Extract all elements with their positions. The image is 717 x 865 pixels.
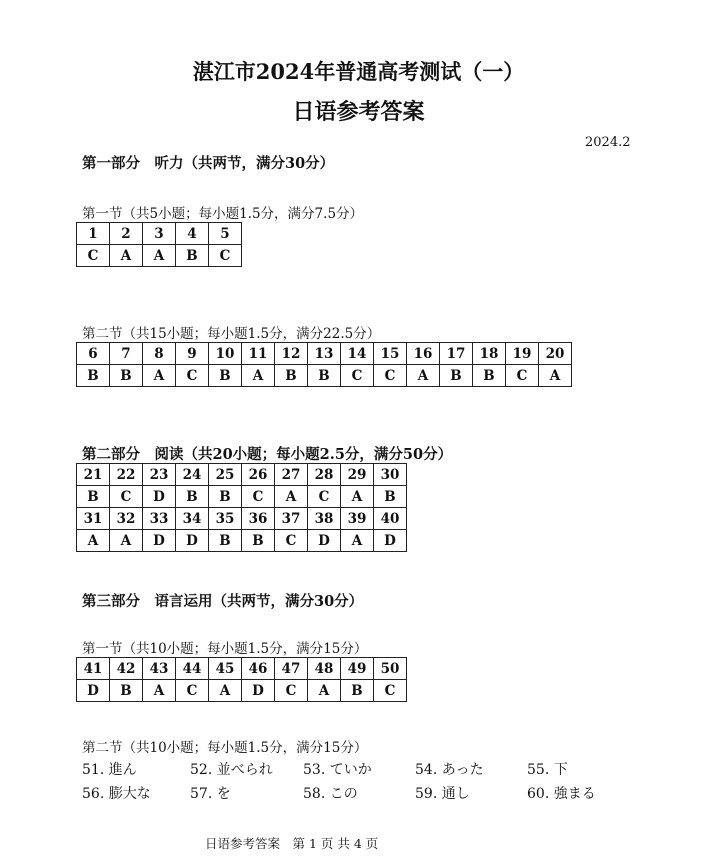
answer-cell: C xyxy=(242,486,275,508)
question-number-cell: 42 xyxy=(110,658,143,680)
answer-cell: C xyxy=(374,680,407,702)
question-number-cell: 23 xyxy=(143,464,176,486)
fill-in-answer: 59. 通し xyxy=(415,786,470,802)
fill-in-answer: 51. 進ん xyxy=(82,762,137,778)
question-number-cell: 50 xyxy=(374,658,407,680)
question-number-cell: 22 xyxy=(110,464,143,486)
answer-cell: B xyxy=(440,365,473,387)
answer-cell: B xyxy=(176,245,209,267)
question-number-cell: 49 xyxy=(341,658,374,680)
answer-cell: B xyxy=(209,365,242,387)
question-number-cell: 29 xyxy=(341,464,374,486)
question-number-cell: 14 xyxy=(341,343,374,365)
question-number-row xyxy=(77,464,407,486)
question-number-cell: 41 xyxy=(77,658,110,680)
part3-sec1-heading: 第一节（共10小题；每小题1.5分，满分15分） xyxy=(82,641,368,657)
answer-cell: B xyxy=(209,486,242,508)
part3-sec2-heading: 第二节（共10小题；每小题1.5分，满分15分） xyxy=(82,740,368,756)
question-number-cell: 3 xyxy=(143,223,176,245)
page-footer: 日语参考答案 第 1 页 共 4 页 xyxy=(205,836,379,851)
answer-cell: B xyxy=(473,365,506,387)
question-number-cell: 21 xyxy=(77,464,110,486)
question-number-cell: 38 xyxy=(308,508,341,530)
fill-in-answer: 60. 強まる xyxy=(527,786,596,802)
part1-sec1-table xyxy=(76,222,242,267)
answer-cell: B xyxy=(176,486,209,508)
question-number-cell: 27 xyxy=(275,464,308,486)
answer-cell: A xyxy=(143,365,176,387)
answer-cell: A xyxy=(143,245,176,267)
question-number-cell: 39 xyxy=(341,508,374,530)
question-number-cell: 1 xyxy=(77,223,110,245)
question-number-cell: 48 xyxy=(308,658,341,680)
answer-cell: D xyxy=(143,486,176,508)
question-number-cell: 13 xyxy=(308,343,341,365)
answer-cell: D xyxy=(374,530,407,552)
question-number-cell: 19 xyxy=(506,343,539,365)
question-number-row xyxy=(77,658,407,680)
fill-in-answer: 54. あった xyxy=(415,762,484,778)
answer-cell: C xyxy=(176,365,209,387)
answer-row xyxy=(77,486,407,508)
question-number-cell: 18 xyxy=(473,343,506,365)
question-number-cell: 34 xyxy=(176,508,209,530)
answer-row xyxy=(77,530,407,552)
part3-heading: 第三部分 语言运用（共两节，满分30分） xyxy=(82,593,364,610)
answer-cell: A xyxy=(110,245,143,267)
question-number-cell: 33 xyxy=(143,508,176,530)
answer-cell: B xyxy=(110,365,143,387)
question-number-cell: 9 xyxy=(176,343,209,365)
question-number-row xyxy=(77,508,407,530)
question-number-cell: 30 xyxy=(374,464,407,486)
question-number-cell: 35 xyxy=(209,508,242,530)
question-number-cell: 37 xyxy=(275,508,308,530)
answer-cell: C xyxy=(374,365,407,387)
answer-cell: D xyxy=(77,680,110,702)
answer-cell: B xyxy=(374,486,407,508)
question-number-cell: 36 xyxy=(242,508,275,530)
part2-table xyxy=(76,463,407,552)
answer-cell: A xyxy=(341,530,374,552)
answer-row xyxy=(77,245,242,267)
question-number-cell: 45 xyxy=(209,658,242,680)
question-number-cell: 40 xyxy=(374,508,407,530)
question-number-cell: 17 xyxy=(440,343,473,365)
page-title: 湛江市2024年普通高考测试（一） xyxy=(192,59,525,84)
question-number-cell: 44 xyxy=(176,658,209,680)
answer-cell: B xyxy=(308,365,341,387)
answer-cell: C xyxy=(275,680,308,702)
answer-cell: C xyxy=(506,365,539,387)
question-number-cell: 6 xyxy=(77,343,110,365)
answer-cell: A xyxy=(275,486,308,508)
question-number-cell: 2 xyxy=(110,223,143,245)
fill-in-answer: 58. この xyxy=(303,786,358,802)
question-number-cell: 20 xyxy=(539,343,572,365)
answer-cell: B xyxy=(77,486,110,508)
question-number-cell: 16 xyxy=(407,343,440,365)
answer-cell: A xyxy=(539,365,572,387)
answer-cell: B xyxy=(77,365,110,387)
answer-cell: C xyxy=(110,486,143,508)
answer-cell: D xyxy=(242,680,275,702)
question-number-row xyxy=(77,223,242,245)
answer-cell: B xyxy=(275,365,308,387)
part1-sec1-heading: 第一节（共5小题；每小题1.5分，满分7.5分） xyxy=(82,206,364,222)
part1-sec2-table xyxy=(76,342,572,387)
part2-heading: 第二部分 阅读（共20小题；每小题2.5分，满分50分） xyxy=(82,446,453,463)
question-number-cell: 25 xyxy=(209,464,242,486)
answer-cell: A xyxy=(110,530,143,552)
answer-cell: B xyxy=(110,680,143,702)
answer-cell: D xyxy=(308,530,341,552)
answer-cell: C xyxy=(77,245,110,267)
fill-in-answer: 56. 膨大な xyxy=(82,786,151,802)
answer-cell: A xyxy=(77,530,110,552)
answer-cell: C xyxy=(275,530,308,552)
answer-cell: C xyxy=(176,680,209,702)
part3-sec1-table xyxy=(76,657,407,702)
question-number-cell: 28 xyxy=(308,464,341,486)
answer-cell: A xyxy=(242,365,275,387)
question-number-cell: 47 xyxy=(275,658,308,680)
question-number-cell: 32 xyxy=(110,508,143,530)
fill-in-answer: 55. 下 xyxy=(527,762,568,778)
page-subtitle: 日语参考答案 xyxy=(292,100,425,125)
date: 2024.2 xyxy=(585,135,631,150)
answer-cell: D xyxy=(176,530,209,552)
answer-cell: A xyxy=(143,680,176,702)
fill-in-answer: 53. ていか xyxy=(303,762,372,778)
question-number-cell: 11 xyxy=(242,343,275,365)
question-number-cell: 8 xyxy=(143,343,176,365)
answer-cell: D xyxy=(143,530,176,552)
part1-sec2-heading: 第二节（共15小题；每小题1.5分，满分22.5分） xyxy=(82,326,381,342)
question-number-cell: 31 xyxy=(77,508,110,530)
question-number-cell: 15 xyxy=(374,343,407,365)
question-number-row xyxy=(77,343,572,365)
answer-cell: B xyxy=(341,680,374,702)
question-number-cell: 7 xyxy=(110,343,143,365)
question-number-cell: 24 xyxy=(176,464,209,486)
answer-cell: A xyxy=(209,680,242,702)
question-number-cell: 4 xyxy=(176,223,209,245)
answer-cell: B xyxy=(242,530,275,552)
answer-cell: C xyxy=(308,486,341,508)
question-number-cell: 5 xyxy=(209,223,242,245)
question-number-cell: 10 xyxy=(209,343,242,365)
question-number-cell: 46 xyxy=(242,658,275,680)
question-number-cell: 12 xyxy=(275,343,308,365)
answer-cell: A xyxy=(308,680,341,702)
fill-in-answer: 57. を xyxy=(190,786,231,802)
fill-in-answer: 52. 並べられ xyxy=(190,762,273,778)
answer-row xyxy=(77,680,407,702)
answer-cell: A xyxy=(341,486,374,508)
answer-cell: A xyxy=(407,365,440,387)
question-number-cell: 43 xyxy=(143,658,176,680)
question-number-cell: 26 xyxy=(242,464,275,486)
part1-heading: 第一部分 听力（共两节，满分30分） xyxy=(82,155,335,172)
answer-row xyxy=(77,365,572,387)
answer-cell: C xyxy=(209,245,242,267)
answer-cell: B xyxy=(209,530,242,552)
answer-cell: C xyxy=(341,365,374,387)
